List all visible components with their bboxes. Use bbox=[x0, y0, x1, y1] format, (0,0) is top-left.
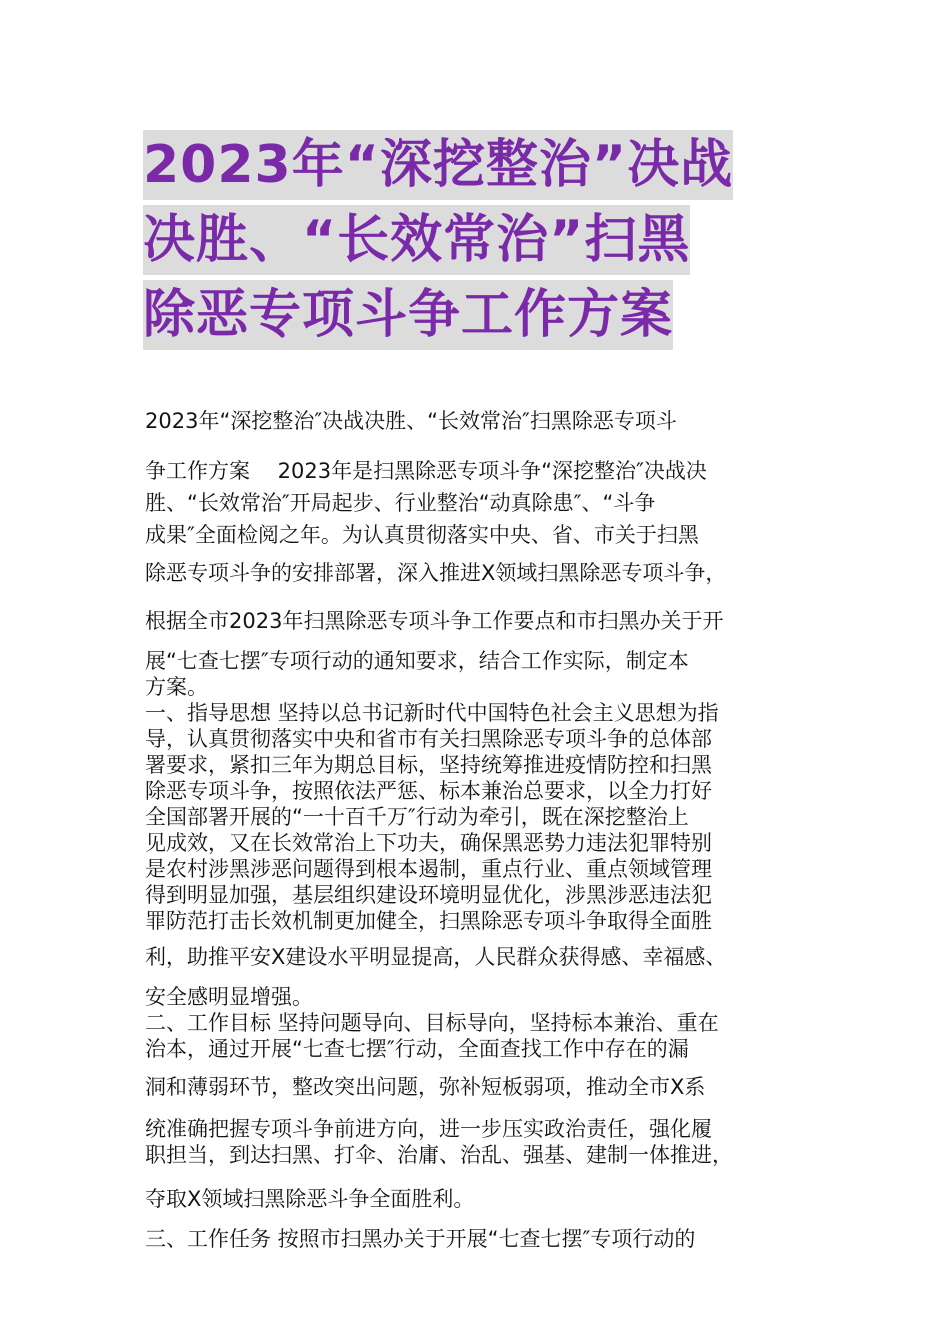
body-line: 安全感明显增强。 bbox=[145, 985, 313, 1009]
body-line: 治本，通过开展“七查七摆″行动，全面查找工作中存在的漏 bbox=[145, 1037, 689, 1061]
body-line: 一、指导思想 坚持以总书记新时代中国特色社会主义思想为指 bbox=[145, 701, 719, 725]
body-line: 利，助推平安X建设水平明显提高，人民群众获得感、幸福感、 bbox=[145, 945, 727, 969]
body-line: 统准确把握专项斗争前进方向，进一步压实政治责任，强化履 bbox=[145, 1117, 712, 1141]
body-line: 除恶专项斗争，按照依法严惩、标本兼治总要求，以全力打好 bbox=[145, 779, 712, 803]
title-line-1: 2023年“深挖整治”决战 bbox=[143, 130, 733, 200]
body-line: 根据全市2023年扫黑除恶专项斗争工作要点和市扫黑办关于开 bbox=[145, 609, 724, 633]
body-line: 全国部署开展的“一十百千万″行动为牵引，既在深挖整治上 bbox=[145, 805, 689, 829]
body-line: 展“七查七摆″专项行动的通知要求，结合工作实际，制定本 bbox=[145, 649, 689, 673]
body-line: 署要求，紧扣三年为期总目标，坚持统筹推进疫情防控和扫黑 bbox=[145, 753, 712, 777]
body-line: 三、工作任务 按照市扫黑办关于开展“七查七摆″专项行动的 bbox=[145, 1227, 696, 1251]
body-line: 导，认真贯彻落实中央和省市有关扫黑除恶专项斗争的总体部 bbox=[145, 727, 712, 751]
body-line: 争工作方案 2023年是扫黑除恶专项斗争“深挖整治″决战决 bbox=[145, 459, 707, 483]
title-line-3: 除恶专项斗争工作方案 bbox=[143, 280, 673, 350]
document-title bbox=[143, 130, 823, 355]
body-line: 见成效，又在长效常治上下功夫，确保黑恶势力违法犯罪特别 bbox=[145, 831, 712, 855]
body-line: 是农村涉黑涉恶问题得到根本遏制，重点行业、重点领域管理 bbox=[145, 857, 712, 881]
body-line: 成果″全面检阅之年。为认真贯彻落实中央、省、市关于扫黑 bbox=[145, 523, 699, 547]
body-line: 二、工作目标 坚持问题导向、目标导向，坚持标本兼治、重在 bbox=[145, 1011, 719, 1035]
body-line: 除恶专项斗争的安排部署，深入推进X领域扫黑除恶专项斗争， bbox=[145, 561, 727, 585]
body-line: 2023年“深挖整治″决战决胜、“长效常治″扫黑除恶专项斗 bbox=[145, 409, 677, 433]
body-line: 罪防范打击长效机制更加健全，扫黑除恶专项斗争取得全面胜 bbox=[145, 909, 712, 933]
body-line: 洞和薄弱环节，整改突出问题，弥补短板弱项，推动全市X系 bbox=[145, 1075, 706, 1099]
body-line: 夺取X领域扫黑除恶斗争全面胜利。 bbox=[145, 1187, 475, 1211]
body-line: 得到明显加强，基层组织建设环境明显优化，涉黑涉恶违法犯 bbox=[145, 883, 712, 907]
body-line: 胜、“长效常治″开局起步、行业整治“动真除患″、“斗争 bbox=[145, 491, 656, 515]
body-line: 方案。 bbox=[145, 675, 208, 699]
title-line-2: 决胜、“长效常治”扫黑 bbox=[143, 205, 690, 275]
body-line: 职担当，到达扫黑、打伞、治庸、治乱、强基、建制一体推进， bbox=[145, 1143, 733, 1167]
